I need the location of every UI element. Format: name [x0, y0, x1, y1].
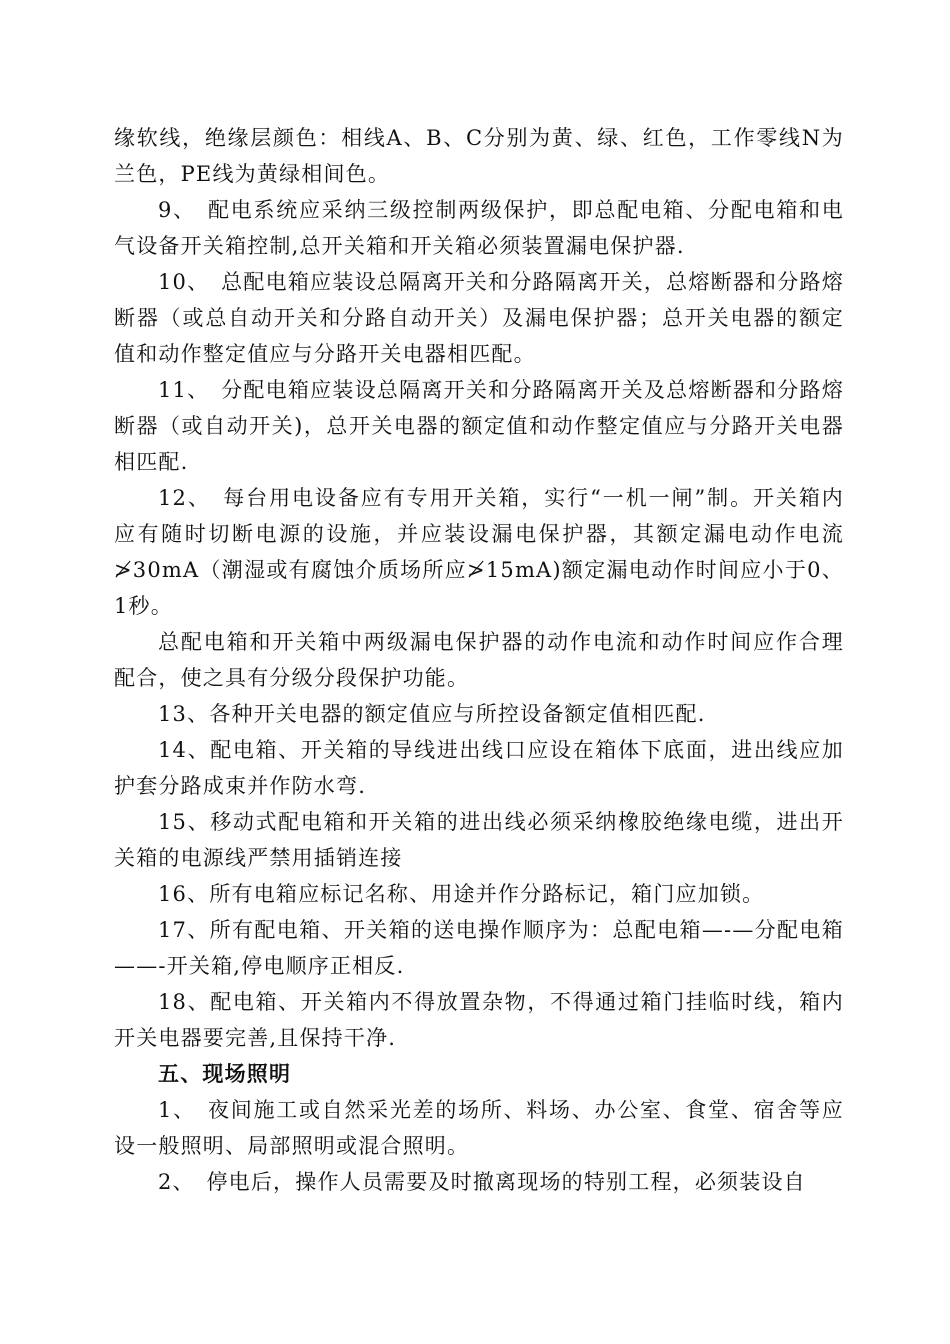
paragraph-item-11: 11、 分配电箱应装设总隔离开关和分路隔离开关及总熔断器和分路熔断器（或自动开关)，总开关电器的额定值和动作整定值应与分路开关电器相匹配. — [114, 378, 844, 474]
paragraph-item-15: 15、移动式配电箱和开关箱的进出线必须采纳橡胶绝缘电缆，进出开关箱的电源线严禁用插销连接 — [114, 810, 844, 870]
paragraph-item-16: 16、所有电箱应标记名称、用途并作分路标记，箱门应加锁。 — [158, 882, 765, 906]
paragraph-continuation: 缘软线，绝缘层颜色：相线A、B、C分别为黄、绿、红色，工作零线N为兰色，PE线为黄绿相间色。 — [114, 126, 844, 186]
document-body — [114, 120, 844, 1200]
paragraph-item-9: 9、 配电系统应采纳三级控制两级保护，即总配电箱、分配电箱和电气设备开关箱控制,总开关箱和开关箱必须装置漏电保护器. — [114, 198, 844, 258]
paragraph-item-12: 12、 每台用电设备应有专用开关箱，实行“一机一闸”制。开关箱内应有随时切断电源的设施，并应装设漏电保护器，其额定漏电动作电流≯30mA（潮湿或有腐蚀介质场所应≯15mA)额定漏电动作时间应小于0、1秒。 — [114, 486, 844, 618]
paragraph-item-17: 17、所有配电箱、开关箱的送电操作顺序为：总配电箱—-—分配电箱——-开关箱,停电顺序正相反. — [114, 918, 844, 978]
section-heading-site-lighting: 五、现场照明 — [158, 1061, 292, 1086]
paragraph-lighting-item-1: 1、 夜间施工或自然采光差的场所、料场、办公室、食堂、宿舍等应设一般照明、局部照明或混合照明。 — [114, 1098, 844, 1158]
paragraph-item-10: 10、 总配电箱应装设总隔离开关和分路隔离开关，总熔断器和分路熔断器（或总自动开关和分路自动开关）及漏电保护器；总开关电器的额定值和动作整定值应与分路开关电器相匹配。 — [114, 270, 844, 366]
paragraph-item-13: 13、各种开关电器的额定值应与所控设备额定值相匹配. — [158, 702, 706, 726]
paragraph-item-14: 14、配电箱、开关箱的导线进出线口应设在箱体下底面，进出线应加护套分路成束并作防水弯. — [114, 738, 844, 798]
paragraph-leakage-coordination: 总配电箱和开关箱中两级漏电保护器的动作电流和动作时间应作合理配合，使之具有分级分段保护功能。 — [114, 630, 844, 690]
paragraph-lighting-item-2: 2、 停电后，操作人员需要及时撤离现场的特别工程，必须装设自 — [158, 1170, 806, 1194]
paragraph-item-18: 18、配电箱、开关箱内不得放置杂物，不得通过箱门挂临时线，箱内开关电器要完善,且保持干净. — [114, 990, 844, 1050]
